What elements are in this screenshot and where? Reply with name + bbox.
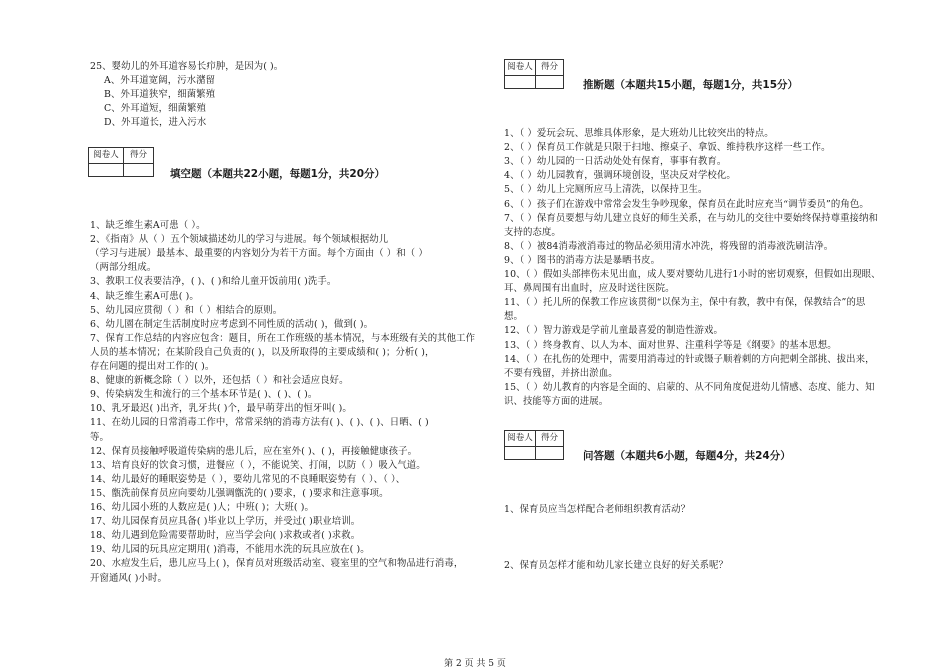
judge-question-line: 9、（ ）图书的消毒方法是暴晒书皮。 <box>504 254 661 266</box>
judge-question-line: 想。 <box>504 311 523 323</box>
judge-score-box <box>504 59 564 89</box>
scorer-label: 阅卷人 <box>505 60 535 76</box>
score-label: 得分 <box>124 148 153 164</box>
fill-question-line: 3、教职工仪表要洁净，( )、( )和给儿童开饭前用( )洗手。 <box>90 276 337 288</box>
fill-question-line: 19、幼儿园的玩具应定期用( )消毒，不能用水洗的玩具应放在( )。 <box>90 544 370 556</box>
fill-question-line: 12、保育员接触呼吸道传染病的患儿后，应在室外( )、( )，再接触健康孩子。 <box>90 445 418 457</box>
fill-question-line: （学习与进展）最基本、最重要的内容划分为若干方面。每个方面由（ ）和（ ） <box>90 248 428 260</box>
fill-question-line: 存在问题的提出对工作的( )。 <box>90 361 215 372</box>
fill-question-line: 4、缺乏维生素A可患( )。 <box>90 290 199 302</box>
judge-question-line: 14、（ ）在扎伤的处理中，需要用消毒过的针或镊子顺着刺的方向把刺全部挑、拔出来， <box>504 353 875 365</box>
judge-question-line: 3、（ ）幼儿园的一日活动处处有保育，事事有教育。 <box>504 156 727 168</box>
fill-question-line: 7、保育工作总结的内容应包含：题目，所在工作班级的基本情况，与本班级有关的其他工作 <box>90 332 476 344</box>
fill-question-line: 5、幼儿园应贯彻（ ）和（ ）相结合的原则。 <box>90 304 283 316</box>
question-25-option-c: C、外耳道短，细菌繁殖 <box>104 103 207 114</box>
fill-question-line: 18、幼儿遇到危险需要帮助时，应当学会向( )求救或者( )求救。 <box>90 530 361 542</box>
fill-question-line: 人员的基本情况；在某阶段自己负责的( )，以及所取得的主要成绩和( )；分析( )， <box>90 346 435 358</box>
fill-question-line: 13、培育良好的饮食习惯，进餐应（ ），不能说笑、打闹，以防（ ）吸入气道。 <box>90 459 426 471</box>
judge-question-line: 11、（ ）托儿所的保教工作应该贯彻“以保为主，保中有教，教中有保，保教结合”的思 <box>504 297 866 309</box>
fill-question-line: 16、幼儿园小班的人数应是( )人；中班( )；大班( )。 <box>90 502 314 513</box>
question-25-option-a: A、外耳道宽阔，污水潴留 <box>104 75 216 86</box>
judge-question-line: 1、（ ）爱玩会玩、思维具体形象，是大班幼儿比较突出的特点。 <box>504 128 774 139</box>
question-25-option-d: D、外耳道长，进入污水 <box>104 117 207 128</box>
score-label: 得分 <box>536 431 563 447</box>
judge-question-line: 13、（ ）终身教育、以人为本、面对世界、注重科学等是《纲要》的基本思想。 <box>504 339 837 351</box>
fill-question-line: 11、在幼儿园的日常消毒工作中，常常采纳的消毒方法有( )、( )、( )、日晒、( ) <box>90 417 429 429</box>
qa-question-2: 2、保育员怎样才能和幼儿家长建立良好的好关系呢？ <box>504 560 728 571</box>
judge-question-line: 支持的态度。 <box>504 226 561 238</box>
fill-question-line: 17、幼儿园保育员应具备( )毕业以上学历，并受过( )职业培训。 <box>90 516 361 528</box>
fill-question-line: （两部分组成。 <box>90 262 157 274</box>
score-label: 得分 <box>536 60 563 76</box>
judge-question-line: 5、（ ）幼儿上完厕所应马上清洗，以保持卫生。 <box>504 184 708 196</box>
fill-question-line: 9、传染病发生和流行的三个基本环节是( )、( )、( )。 <box>90 389 318 401</box>
judge-question-line: 4、（ ）幼儿园教育，强调环境创设，坚决反对学校化。 <box>504 170 736 182</box>
qa-section-title: 问答题（本题共6小题，每题4分，共24分） <box>583 450 791 462</box>
judge-question-line: 15、（ ）幼儿教育的内容是全面的、启蒙的、从不同角度促进幼儿情感、态度、能力、知 <box>504 381 875 393</box>
page-footer: 第 2 页 共 5 页 <box>444 659 506 669</box>
fill-question-line: 6、幼儿園在制定生活制度时应考虑到不同性质的活动( )，做到( )。 <box>90 318 374 330</box>
fill-score-box <box>88 147 154 177</box>
scorer-label: 阅卷人 <box>505 431 535 447</box>
judge-question-line: 7、（ ）保育员要想与幼儿建立良好的师生关系，在与幼儿的交往中要始终保持尊重接纳和 <box>504 212 878 224</box>
fill-question-line: 8、健康的新概念除（ ）以外，还包括（ ）和社会适应良好。 <box>90 375 349 387</box>
fill-question-line: 2、《指南》从（ ）五个领域描述幼儿的学习与进展。每个领域根据幼儿 <box>90 234 389 246</box>
judge-section-title: 推断题（本题共15小题，每题1分，共15分） <box>583 79 799 91</box>
fill-question-line: 10、乳牙最迟( )出齐，乳牙共( )个，最早萌芽出的恒牙叫( )。 <box>90 403 352 415</box>
fill-question-line: 14、幼儿最好的睡眠姿势是（ ），要幼儿常见的不良睡眠姿势有（ ）、（ ）、 <box>90 473 406 485</box>
judge-question-line: 2、（ ）保育员工作就是只限于扫地、擦桌子、拿饭、维持秩序这样一些工作。 <box>504 142 831 154</box>
judge-question-line: 12、（ ）智力游戏是学前儿童最喜爱的制造性游戏。 <box>504 325 723 337</box>
judge-question-line: 识、技能等方面的进展。 <box>504 395 609 407</box>
question-25-option-b: B、外耳道狭窄，细菌繁殖 <box>104 89 216 100</box>
fill-question-line: 15、甑洗前保育员应向要幼儿强调甑洗的( )要求，( )要求和注意事项。 <box>90 487 389 499</box>
judge-question-line: 不要有残留，并挤出淤血。 <box>504 367 618 379</box>
qa-score-box <box>504 430 564 460</box>
judge-question-line: 8、（ ）被84消毒液消毒过的物品必须用清水冲洗，将残留的消毒液洗刷洁净。 <box>504 240 834 252</box>
fill-section-title: 填空题（本题共22小题，每题1分，共20分） <box>170 168 386 180</box>
judge-question-line: 6、（ ）孩子们在游戏中常常会发生争吵现象，保育员在此时应充当“调节委员”的角色。 <box>504 198 869 210</box>
question-25-stem: 25、婴幼儿的外耳道容易长疖肿，是因为( )。 <box>90 61 284 72</box>
qa-question-1: 1、保育员应当怎样配合老师组织教育活动？ <box>504 504 691 515</box>
scorer-label: 阅卷人 <box>89 148 123 164</box>
fill-question-line: 开窗通风( )小时。 <box>90 572 167 584</box>
judge-question-line: 耳、鼻周围有出血时，应及时送往医院。 <box>504 283 675 295</box>
fill-question-line: 20、水痘发生后，患儿应马上( )，保育员对班级活动室、寝室里的空气和物品进行消毒， <box>90 558 464 570</box>
fill-question-line: 1、缺乏维生素A可患（ ）。 <box>90 220 206 231</box>
fill-question-line: 等。 <box>90 431 109 443</box>
judge-question-line: 10、（ ）假如头部摔伤未见出血，成人要对婴幼儿进行1小时的密切观察，但假如出现眼、 <box>504 269 881 280</box>
